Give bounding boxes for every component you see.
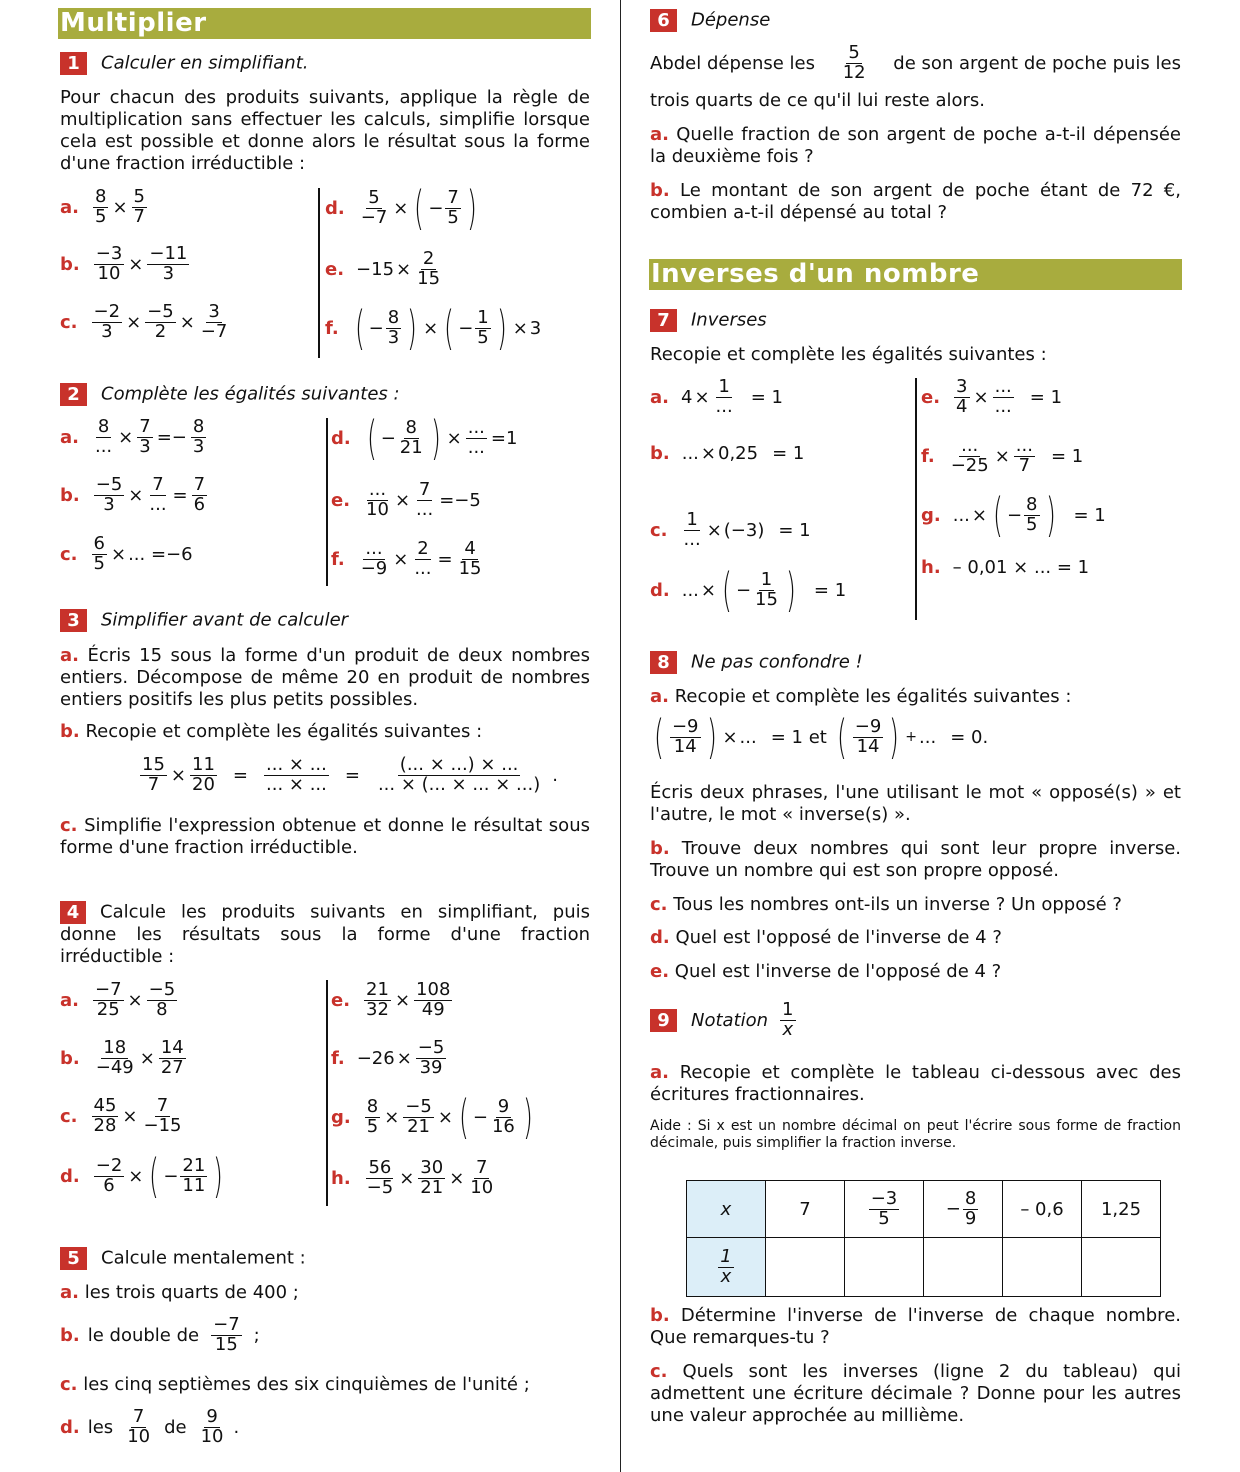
ex4-item-c: c. $\frac{45}{28}$ × $\frac{7}{-15}$ (60, 1095, 182, 1136)
ex9-b: b. Détermine l'inverse de l'inverse de chaque nombre. Que remarques-tu ? (650, 1305, 1181, 1348)
table-cell: $\frac{-3}{5}$ (845, 1181, 924, 1238)
ex9-header: 9 Notation $\frac{1}{x}$ (650, 1001, 798, 1040)
table-cell: 1,25 (1082, 1181, 1161, 1238)
table-cell (1003, 1238, 1082, 1297)
ex7-item-e: e. $\frac{3}{4}$ × $\frac{...}{...}$ = 1 (921, 376, 1063, 417)
table-cell: − $\frac{8}{9}$ (924, 1181, 1003, 1238)
ex3-number: 3 (60, 609, 87, 632)
ex1-number: 1 (60, 52, 87, 75)
ex6-a: a. Quelle fraction de son argent de poche a-t-il dépensée la deuxième fois ? (650, 124, 1181, 167)
table-cell: – 0,6 (1003, 1181, 1082, 1238)
ex7-item-c: c. $\frac{1}{...}$ × (−3) = 1 (650, 509, 811, 550)
ex4-item-h: h. $\frac{56}{-5}$ × $\frac{30}{21}$ × $\frac{7}{10}$ (331, 1157, 494, 1198)
table-cell (845, 1238, 924, 1297)
ex6-header (650, 9, 770, 32)
ex3-header (60, 609, 348, 632)
ex6-b: b. Le montant de son argent de poche étant de 72 €, combien a-t-il dépensé au total ? (650, 180, 1181, 223)
ex8-c: c. Tous les nombres ont-ils un inverse ? Un opposé ? (650, 894, 1122, 915)
section-banner-inverses: Inverses d'un nombre (649, 259, 1182, 290)
table-cell: $\frac{1}{x}$ (687, 1238, 766, 1297)
ex5-a: a. les trois quarts de 400 ; (60, 1282, 299, 1303)
ex5-header (60, 1247, 306, 1270)
ex3-a: a. Écris 15 sous la forme d'un produit de deux nombres entiers. Décompose de même 20 en produit de nombres entiers positifs les plus petits possibles. (60, 645, 590, 710)
ex4-item-e: e. $\frac{21}{32}$ × $\frac{108}{49}$ (331, 979, 451, 1020)
ex3-title: Simplifier avant de calculer (101, 609, 349, 631)
ex1-item-c: c. $\frac{-2}{3}$ × $\frac{-5}{2}$ × $\frac{3}{-7}$ (60, 301, 228, 342)
ex9-a: a. Recopie et complète le tableau ci-dessous avec des écritures fractionnaires. (650, 1062, 1181, 1105)
ex4-divider (326, 980, 328, 1206)
ex7-item-g: g. ... × ( − $\frac{8}{5}$ ) = 1 (921, 488, 1106, 542)
table-cell: x (687, 1181, 766, 1238)
ex9-title: Notation (691, 1009, 769, 1031)
column-separator (620, 0, 621, 1472)
ex1-item-a: a. $\frac{8}{5}$ × $\frac{5}{7}$ (60, 186, 145, 227)
ex6-number: 6 (650, 9, 677, 32)
ex8-equalities: ( $\frac{-9}{14}$ ) × ... = 1 et ( $\frac{-9}{14}$ ) + ... = 0. (654, 710, 989, 764)
ex2-title: Complète les égalités suivantes : (101, 383, 400, 405)
ex2-item-d: d. ( − $\frac{8}{21}$ ) × $\frac{...}{...}$ =1 (331, 411, 518, 465)
ex7-item-d: d. ... × ( − $\frac{1}{15}$ ) = 1 (650, 563, 847, 617)
ex4-item-f: f. −26 × $\frac{-5}{39}$ (331, 1037, 445, 1078)
ex9-aide: Aide : Si x est un nombre décimal on peut l'écrire sous forme de fraction décimale, puis simplifier la fraction inverse. (650, 1118, 1181, 1151)
ex8-title: Ne pas confondre ! (691, 651, 863, 673)
ex8-number: 8 (650, 651, 677, 674)
ex1-item-e: e. −15 × $\frac{2}{15}$ (325, 248, 441, 289)
section-banner-multiplier: Multiplier (58, 8, 591, 39)
ex8-e: e. Quel est l'inverse de l'opposé de 4 ? (650, 961, 1002, 982)
ex2-item-e: e. $\frac{...}{10}$ × $\frac{7}{...}$ =−5 (331, 479, 481, 520)
ex8-d: d. Quel est l'opposé de l'inverse de 4 ? (650, 927, 1002, 948)
ex7-header (650, 309, 767, 332)
ex2-header (60, 383, 400, 406)
ex8-header (650, 651, 863, 674)
ex1-item-b: b. $\frac{-3}{10}$ × $\frac{-11}{3}$ (60, 243, 188, 284)
ex1-item-f: f. ( − $\frac{8}{3}$ ) × ( − $\frac{1}{5}$ ) × 3 (325, 301, 542, 355)
ex1-header (60, 52, 309, 75)
ex1-item-d: d. $\frac{5}{-7}$ × ( − $\frac{7}{5}$ ) (325, 181, 477, 235)
ex4-title: Calcule les produits suivants en simplifiant, puis donne les résultats sous la forme d'une fraction irréductible : (60, 901, 590, 967)
table-cell (766, 1238, 845, 1297)
table-cell (1082, 1238, 1161, 1297)
ex1-divider (318, 188, 320, 358)
ex2-item-c: c. $\frac{6}{5}$ × ... =−6 (60, 533, 193, 574)
ex4-item-a: a. $\frac{-7}{25}$ × $\frac{-5}{8}$ (60, 979, 176, 1020)
ex8-a: a. Recopie et complète les égalités suivantes : (650, 686, 1072, 707)
ex6-text-line2: trois quarts de ce qu'il lui reste alors. (650, 90, 986, 111)
ex4-item-b: b. $\frac{18}{-49}$ × $\frac{14}{27}$ (60, 1037, 184, 1078)
ex2-item-b: b. $\frac{-5}{3}$ × $\frac{7}{...}$ = $\frac{7}{6}$ (60, 474, 206, 515)
ex4-header (60, 901, 590, 968)
ex7-item-f: f. $\frac{...}{-25}$ × $\frac{...}{7}$ = 1 (921, 435, 1084, 476)
table-cell: 7 (766, 1181, 845, 1238)
ex8-sentence-text: Écris deux phrases, l'une utilisant le mot « opposé(s) » et l'autre, le mot « inverse(s) ». (650, 782, 1181, 825)
ex3-equality: $\frac{15}{7}$ × $\frac{11}{20}$ = $\frac{... \times ...}{... \times ...}$ = $\frac{(... \times ...) \times ...}{... \times (... \times ... \times ...)}$ . (142, 754, 558, 795)
ex2-item-a: a. $\frac{8}{...}$ × $\frac{7}{3}$ =− $\frac{8}{3}$ (60, 416, 205, 457)
ex4-item-g: g. $\frac{8}{5}$ × $\frac{-5}{21}$ × ( − $\frac{9}{16}$ ) (331, 1090, 533, 1144)
ex3-c: c. Simplifie l'expression obtenue et donne le résultat sous forme d'une fraction irréductible. (60, 815, 590, 858)
ex6-title: Dépense (691, 9, 771, 31)
table-row (687, 1181, 1161, 1238)
ex2-number: 2 (60, 383, 87, 406)
ex5-d: d. les $\frac{7}{10}$ de $\frac{9}{10}$ . (60, 1406, 240, 1447)
table-cell (924, 1238, 1003, 1297)
ex7-text: Recopie et complète les égalités suivantes : (650, 344, 1047, 365)
ex6-text-line1: Abdel dépense les $\frac{5}{12}$ de son argent de poche puis les (650, 42, 1181, 83)
ex1-title: Calculer en simplifiant. (101, 52, 309, 74)
ex9-number: 9 (650, 1009, 677, 1032)
ex2-item-f: f. $\frac{...}{-9}$ × $\frac{2}{...}$ = $\frac{4}{15}$ (331, 538, 482, 579)
ex7-divider (915, 378, 917, 620)
ex2-divider (326, 418, 328, 586)
ex3-b: b. Recopie et complète les égalités suivantes : (60, 721, 483, 742)
ex5-number: 5 (60, 1247, 87, 1270)
ex7-item-h: h. – 0,01 × ... = 1 (921, 557, 1090, 578)
ex9-c: c. Quels sont les inverses (ligne 2 du tableau) qui admettent une écriture décimale ? Donne pour les autres une valeur approchée au millième. (650, 1361, 1181, 1426)
ex7-item-a: a. 4 × $\frac{1}{...}$ = 1 (650, 376, 783, 417)
table-row (687, 1238, 1161, 1297)
ex1-text: Pour chacun des produits suivants, applique la règle de multiplication sans effectuer les calculs, simplifie lorsque cela est possible et donne alors le résultat sous la forme d'une fraction irréductible : (60, 87, 590, 174)
ex7-item-b: b. ... × 0,25 = 1 (650, 443, 805, 464)
ex7-title: Inverses (691, 309, 767, 331)
ex4-number: 4 (60, 901, 86, 924)
ex5-title: Calcule mentalement : (101, 1247, 306, 1269)
ex4-item-d: d. $\frac{-2}{6}$ × ( − $\frac{21}{11}$ ) (60, 1149, 224, 1203)
ex9-table (686, 1180, 1161, 1297)
ex5-b: b. le double de $\frac{-7}{15}$ ; (60, 1314, 260, 1355)
ex8-b: b. Trouve deux nombres qui sont leur propre inverse. Trouve un nombre qui est son propre opposé. (650, 838, 1181, 881)
ex7-number: 7 (650, 309, 677, 332)
ex5-c: c. les cinq septièmes des six cinquièmes de l'unité ; (60, 1374, 530, 1395)
